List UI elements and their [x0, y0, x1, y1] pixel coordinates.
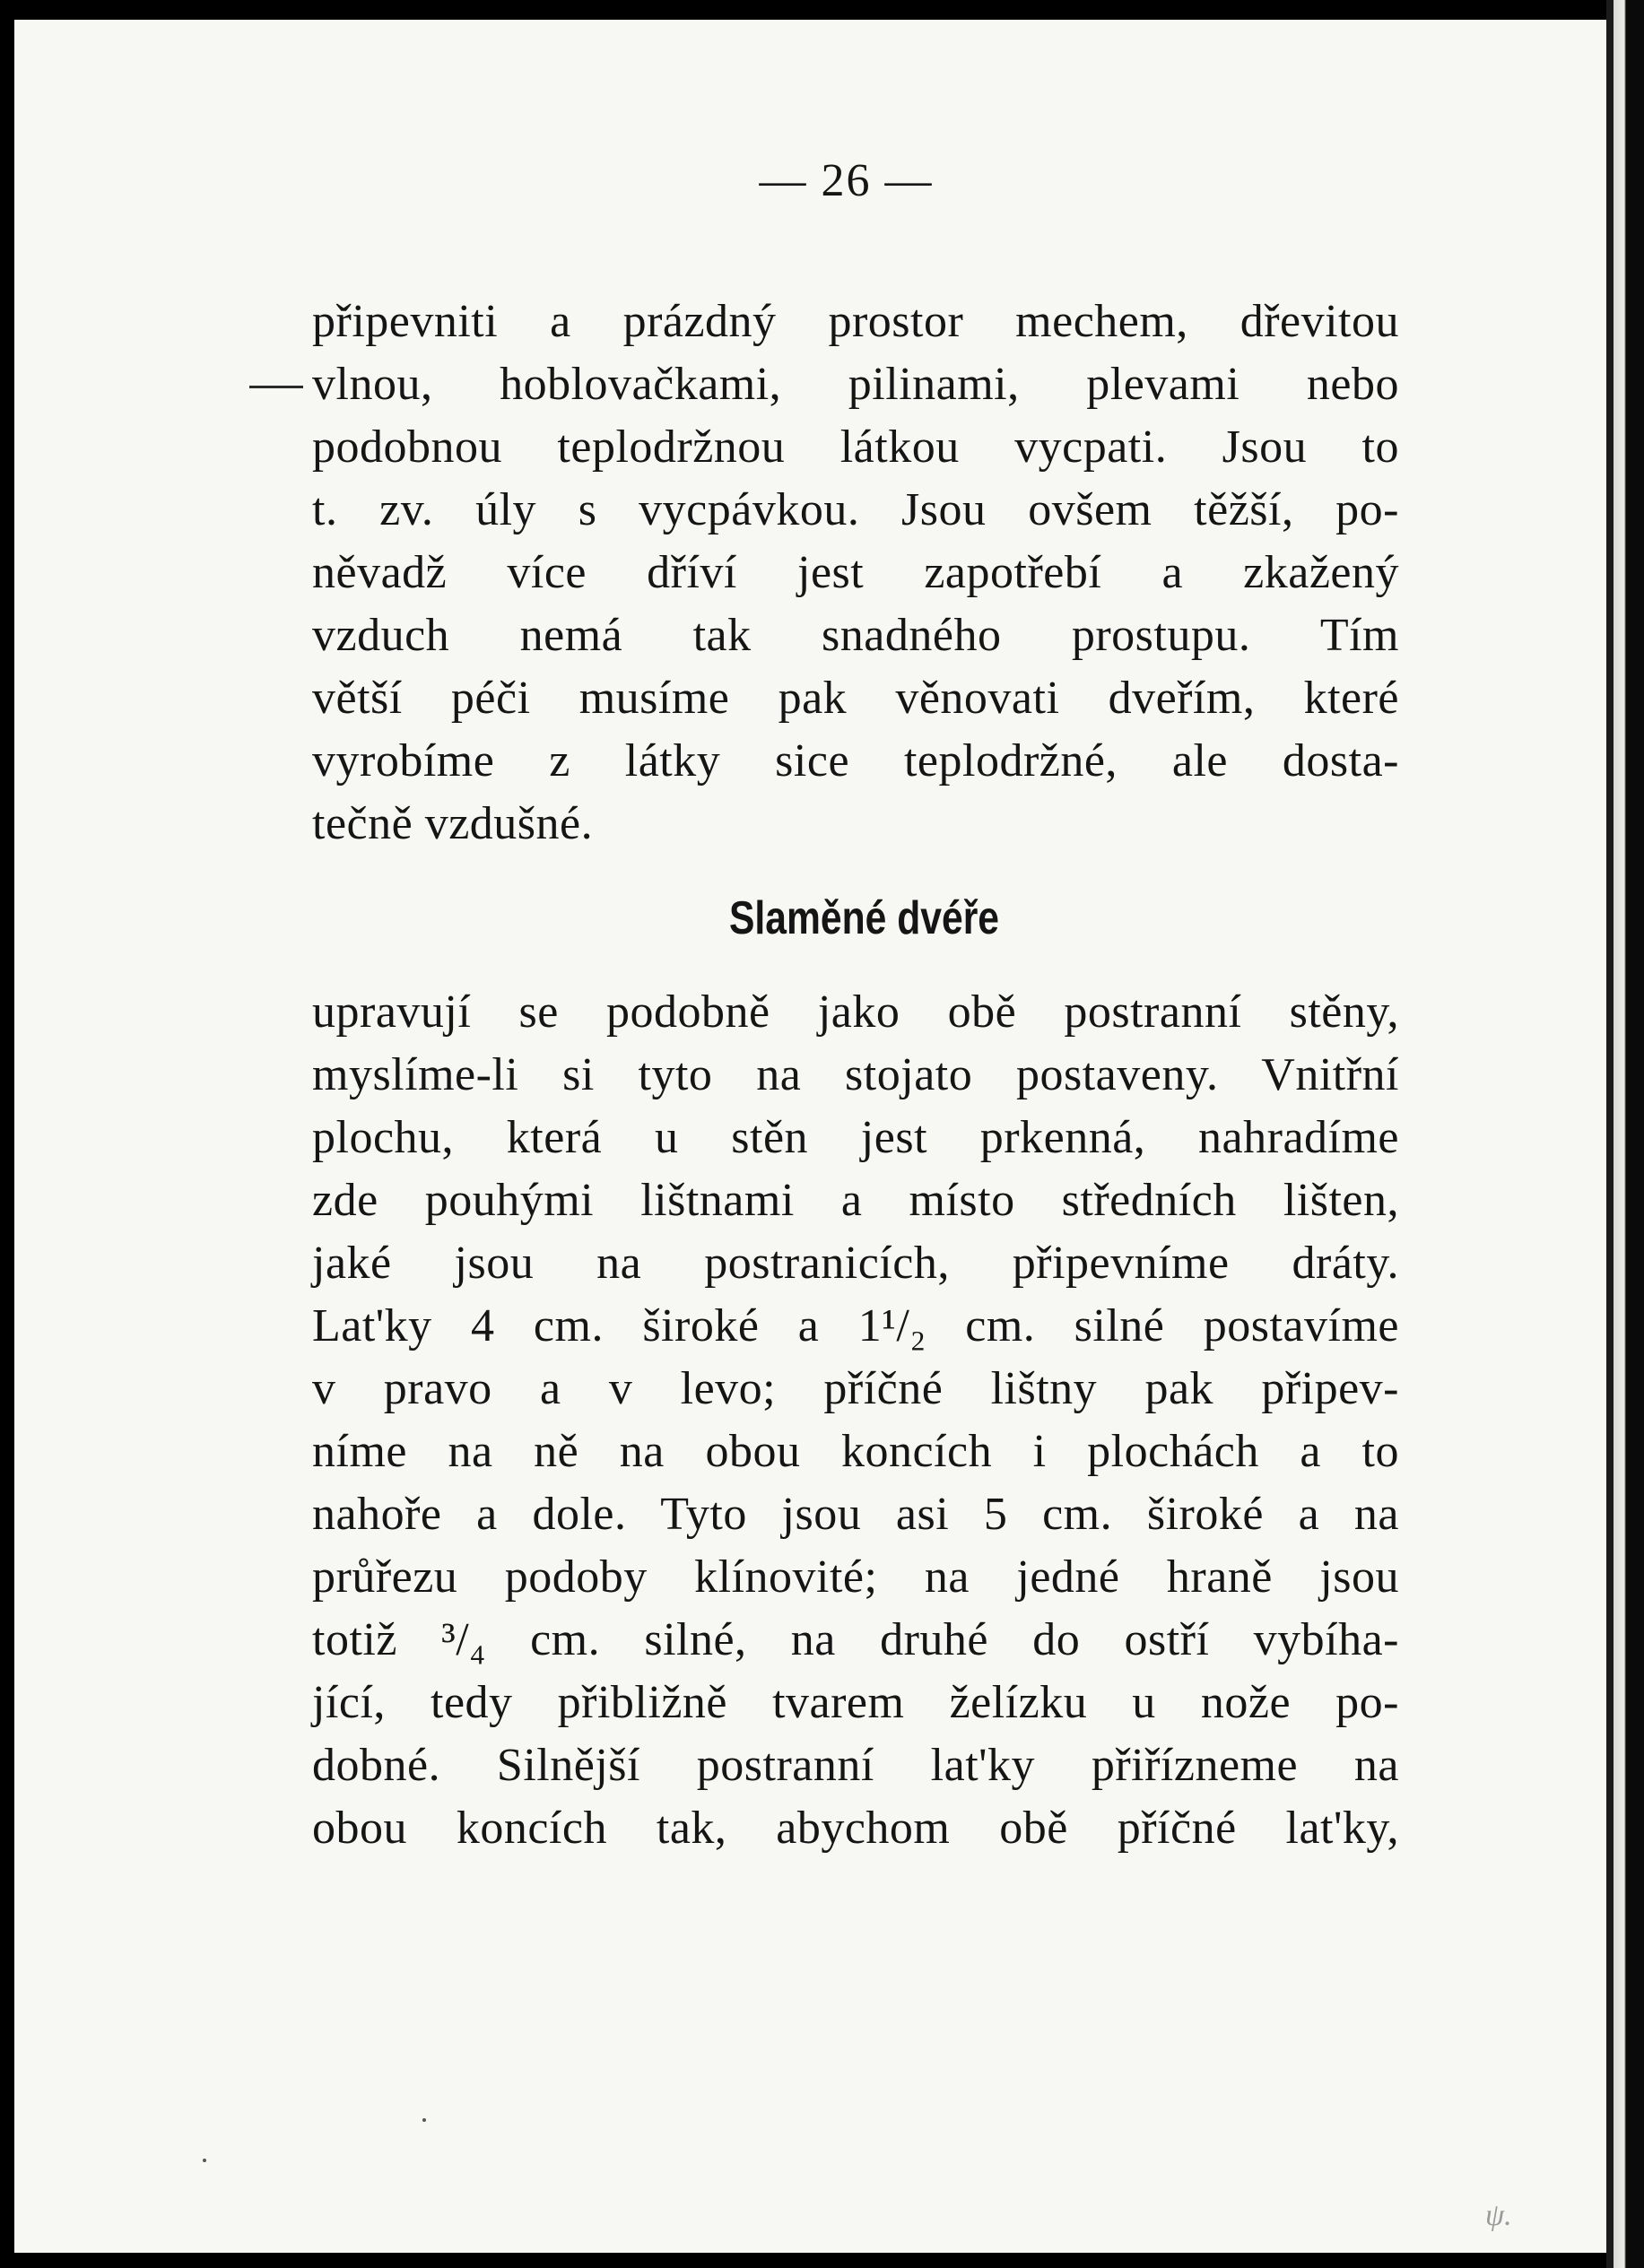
text-line: jaké jsou na postranicích, připevníme dráty. [312, 1238, 1399, 1289]
text-line: průřezu podoby klínovité; na jedné hraně jsou [312, 1551, 1399, 1603]
text-line: tečně vzdušné. [312, 798, 594, 849]
text-line: dobné. Silnější postranní lat'ky přiřízneme na [312, 1740, 1399, 1791]
section-heading: Slaměné dvéře [728, 892, 1000, 944]
text-line: myslíme-li si tyto na stojato postaveny. Vnitřní [312, 1049, 1399, 1100]
paper-speck [203, 2159, 206, 2162]
text-line: t. zv. úly s vycpávkou. Jsou ovšem těžší, po- [312, 484, 1399, 535]
text-line: vzduch nemá tak snadného prostupu. Tím [312, 610, 1399, 661]
text-line: upravují se podobně jako obě postranní stěny, [312, 986, 1399, 1038]
text-line: vlnou, hoblovačkami, pilinami, plevami nebo [312, 359, 1399, 410]
text-line: v pravo a v levo; příčné lištny pak připev- [312, 1363, 1399, 1414]
paragraph-1 [312, 291, 1399, 856]
margin-pencil-mark [249, 386, 303, 388]
text-line: něvadž více dříví jest zapotřebí a zkažený [312, 547, 1399, 598]
text-line: Lat'ky 4 cm. široké a 1¹/₂ cm. silné postavíme [312, 1300, 1399, 1351]
pencil-note: ψ. [1485, 2199, 1512, 2232]
text-line: níme na ně na obou koncích i plochách a to [312, 1426, 1399, 1477]
paragraph-2 [312, 981, 1399, 1860]
text-line: připevniti a prázdný prostor mechem, dřevitou [312, 296, 1399, 347]
text-line: obou koncích tak, abychom obě příčné lat'ky, [312, 1803, 1399, 1854]
text-line: zde pouhými lištnami a místo středních lišten, [312, 1175, 1399, 1226]
text-line: větší péči musíme pak věnovati dveřím, které [312, 673, 1399, 724]
text-line: totiž ³/₄ cm. silné, na druhé do ostří vybíha- [312, 1614, 1399, 1665]
text-line: plochu, která u stěn jest prkenná, nahradíme [312, 1112, 1399, 1163]
text-line: podobnou teplodržnou látkou vycpati. Jsou to [312, 421, 1399, 473]
text-line: jící, tedy přibližně tvarem želízku u nože po- [312, 1677, 1399, 1728]
text-line: nahoře a dole. Tyto jsou asi 5 cm. široké a na [312, 1489, 1399, 1540]
paper-speck [422, 2118, 426, 2122]
text-line: vyrobíme z látky sice teplodržné, ale dosta- [312, 735, 1399, 786]
book-page [14, 20, 1606, 2253]
page-edge [1606, 0, 1644, 2268]
page-number: — 26 — [759, 155, 934, 206]
